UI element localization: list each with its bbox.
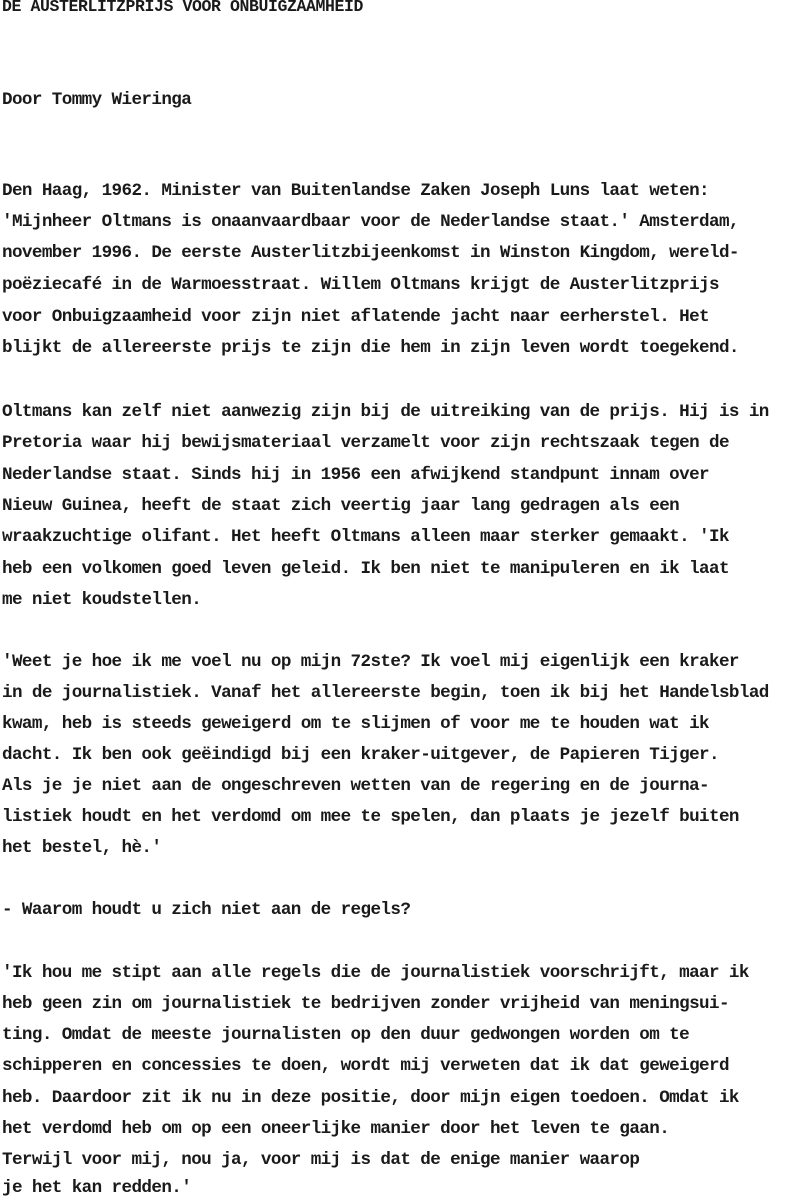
document-title: DE AUSTERLITZPRIJS VOOR ONBUIGZAAMHEID — [2, 0, 364, 16]
text-line: wraakzuchtige olifant. Het heeft Oltmans alleen maar sterker gemaakt. 'Ik — [2, 527, 729, 547]
text-line: je het kan redden.' — [2, 1178, 192, 1198]
text-line: 'Mijnheer Oltmans is onaanvaardbaar voor de Nederlandse staat.' Amsterdam, — [2, 212, 739, 232]
byline: Door Tommy Wieringa — [2, 90, 192, 110]
text-line: in de journalistiek. Vanaf het allereerste begin, toen ik bij het Handelsblad — [2, 683, 769, 703]
text-line: blijkt de allereerste prijs te zijn die hem in zijn leven wordt toegekend. — [2, 338, 739, 358]
text-line: Oltmans kan zelf niet aanwezig zijn bij de uitreiking van de prijs. Hij is in — [2, 402, 769, 422]
text-line: Nederlandse staat. Sinds hij in 1956 een afwijkend standpunt innam over — [2, 465, 710, 485]
text-line: heb geen zin om journalistiek te bedrijven zonder vrijheid van meningsui- — [2, 994, 729, 1014]
question-line: - Waarom houdt u zich niet aan de regels? — [2, 900, 411, 920]
text-line: Als je je niet aan de ongeschreven wetten van de regering en de journa- — [2, 776, 710, 796]
text-line: Terwijl voor mij, nou ja, voor mij is dat de enige manier waarop — [2, 1150, 640, 1170]
text-line: 'Weet je hoe ik me voel nu op mijn 72ste? Ik voel mij eigenlijk een kraker — [2, 652, 739, 672]
text-line: schipperen en concessies te doen, wordt mij verweten dat ik dat geweigerd — [2, 1056, 729, 1076]
text-line: het bestel, hè.' — [2, 838, 162, 858]
text-line: poëziecafé in de Warmoesstraat. Willem Oltmans krijgt de Austerlitzprijs — [2, 275, 719, 295]
text-line: kwam, heb is steeds geweigerd om te slijmen of voor me te houden wat ik — [2, 714, 710, 734]
text-line: Den Haag, 1962. Minister van Buitenlandse Zaken Joseph Luns laat weten: — [2, 181, 710, 201]
text-line: me niet koudstellen. — [2, 590, 202, 610]
text-line: heb. Daardoor zit ik nu in deze positie, door mijn eigen toedoen. Omdat ik — [2, 1088, 739, 1108]
text-line: voor Onbuigzaamheid voor zijn niet aflatende jacht naar eerherstel. Het — [2, 307, 710, 327]
text-line: Nieuw Guinea, heeft de staat zich veertig jaar lang gedragen als een — [2, 496, 680, 516]
text-line: ting. Omdat de meeste journalisten op den duur gedwongen worden om te — [2, 1025, 690, 1045]
text-line: 'Ik hou me stipt aan alle regels die de journalistiek voorschrijft, maar ik — [2, 963, 749, 983]
text-line: november 1996. De eerste Austerlitzbijeenkomst in Winston Kingdom, wereld- — [2, 243, 739, 263]
text-line: Pretoria waar hij bewijsmateriaal verzamelt voor zijn rechtszaak tegen de — [2, 433, 729, 453]
text-line: heb een volkomen goed leven geleid. Ik ben niet te manipuleren en ik laat — [2, 559, 729, 579]
text-line: het verdomd heb om op een oneerlijke manier door het leven te gaan. — [2, 1119, 670, 1139]
text-line: dacht. Ik ben ook geëindigd bij een kraker-uitgever, de Papieren Tijger. — [2, 745, 719, 765]
text-line: listiek houdt en het verdomd om mee te spelen, dan plaats je jezelf buiten — [2, 807, 739, 827]
